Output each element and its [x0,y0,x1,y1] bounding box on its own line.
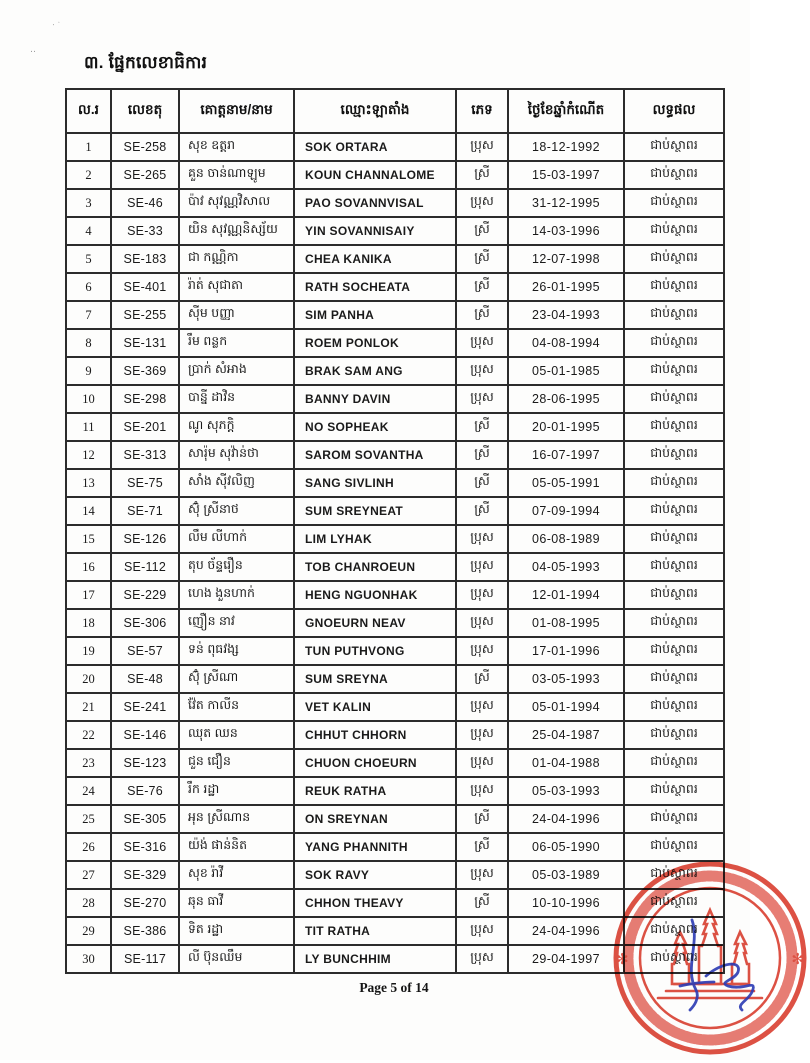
cell-desk-number: SE-183 [111,245,179,273]
cell-latin-name: LIM LYHAK [294,525,456,553]
cell-khmer-name: ប៉ាវ សុវណ្ណវិសាល [179,189,294,217]
cell-gender: ស្រី [456,245,508,273]
cell-latin-name: SIM PANHA [294,301,456,329]
cell-desk-number: SE-33 [111,217,179,245]
cell-date-of-birth: 05-01-1985 [508,357,624,385]
cell-date-of-birth: 14-03-1996 [508,217,624,245]
cell-desk-number: SE-46 [111,189,179,217]
cell-latin-name: VET KALIN [294,693,456,721]
cell-desk-number: SE-313 [111,441,179,469]
column-header-result: លទ្ធផល [624,89,724,133]
cell-khmer-name: យិន សុវណ្ណនិស្ស័យ [179,217,294,245]
cell-date-of-birth: 20-01-1995 [508,413,624,441]
cell-date-of-birth: 16-07-1997 [508,441,624,469]
cell-date-of-birth: 04-05-1993 [508,553,624,581]
cell-result: ជាប់ស្ថាពរ [624,245,724,273]
cell-row-number: 1 [66,133,111,161]
cell-desk-number: SE-369 [111,357,179,385]
cell-gender: ប្រុស [456,721,508,749]
cell-result: ជាប់ស្ថាពរ [624,581,724,609]
cell-gender: ស្រី [456,301,508,329]
cell-row-number: 7 [66,301,111,329]
cell-latin-name: CHHUT CHHORN [294,721,456,749]
cell-gender: ប្រុស [456,749,508,777]
cell-gender: ប្រុស [456,777,508,805]
cell-date-of-birth: 05-01-1994 [508,693,624,721]
cell-date-of-birth: 23-04-1993 [508,301,624,329]
cell-desk-number: SE-265 [111,161,179,189]
cell-result: ជាប់ស្ថាពរ [624,497,724,525]
table-row [66,693,724,721]
cell-gender: ប្រុស [456,189,508,217]
cell-date-of-birth: 05-05-1991 [508,469,624,497]
svg-text:✻: ✻ [616,951,629,968]
cell-row-number: 11 [66,413,111,441]
table-row [66,217,724,245]
cell-row-number: 9 [66,357,111,385]
table-row [66,413,724,441]
cell-result: ជាប់ស្ថាពរ [624,413,724,441]
cell-date-of-birth: 06-08-1989 [508,525,624,553]
cell-gender: ស្រី [456,469,508,497]
cell-gender: ស្រី [456,217,508,245]
cell-date-of-birth: 18-12-1992 [508,133,624,161]
cell-result: ជាប់ស្ថាពរ [624,945,724,973]
cell-gender: ប្រុស [456,581,508,609]
cell-result: ជាប់ស្ថាពរ [624,357,724,385]
cell-desk-number: SE-126 [111,525,179,553]
cell-khmer-name: ជួន ជឿន [179,749,294,777]
cell-khmer-name: អុន ស្រីណាន [179,805,294,833]
cell-gender: ស្រី [456,665,508,693]
cell-khmer-name: វ៉ែត កាលីន [179,693,294,721]
cell-gender: ស្រី [456,161,508,189]
cell-result: ជាប់ស្ថាពរ [624,329,724,357]
cell-result: ជាប់ស្ថាពរ [624,469,724,497]
cell-result: ជាប់ស្ថាពរ [624,721,724,749]
cell-desk-number: SE-131 [111,329,179,357]
cell-desk-number: SE-112 [111,553,179,581]
cell-date-of-birth: 10-10-1996 [508,889,624,917]
cell-desk-number: SE-57 [111,637,179,665]
table-row [66,805,724,833]
table-row [66,357,724,385]
cell-latin-name: SANG SIVLINH [294,469,456,497]
cell-khmer-name: ឈុត ឈន [179,721,294,749]
cell-khmer-name: សារ៉ុម សុវ៉ាន់ថា [179,441,294,469]
cell-row-number: 8 [66,329,111,357]
cell-khmer-name: តុប ច័ន្ទរឿន [179,553,294,581]
cell-row-number: 22 [66,721,111,749]
cell-date-of-birth: 05-03-1989 [508,861,624,889]
column-header-latin-name: ឈ្មោះឡាតាំង [294,89,456,133]
cell-desk-number: SE-241 [111,693,179,721]
cell-latin-name: SOK ORTARA [294,133,456,161]
cell-khmer-name: ណូ សុភក្តិ [179,413,294,441]
cell-desk-number: SE-306 [111,609,179,637]
cell-row-number: 4 [66,217,111,245]
cell-date-of-birth: 03-05-1993 [508,665,624,693]
cell-date-of-birth: 05-03-1993 [508,777,624,805]
table-row [66,749,724,777]
cell-gender: ប្រុស [456,693,508,721]
cell-row-number: 12 [66,441,111,469]
cell-gender: ប្រុស [456,329,508,357]
cell-desk-number: SE-117 [111,945,179,973]
cell-desk-number: SE-329 [111,861,179,889]
cell-desk-number: SE-255 [111,301,179,329]
cell-gender: ប្រុស [456,525,508,553]
column-header-no: ល.រ [66,89,111,133]
table-row [66,469,724,497]
cell-khmer-name: សុខ ឧត្តរា [179,133,294,161]
cell-result: ជាប់ស្ថាពរ [624,833,724,861]
cell-gender: ប្រុស [456,861,508,889]
table-row [66,861,724,889]
cell-desk-number: SE-123 [111,749,179,777]
cell-desk-number: SE-146 [111,721,179,749]
table-row [66,609,724,637]
cell-date-of-birth: 31-12-1995 [508,189,624,217]
cell-desk-number: SE-305 [111,805,179,833]
cell-gender: ប្រុស [456,133,508,161]
cell-row-number: 23 [66,749,111,777]
cell-row-number: 5 [66,245,111,273]
table-row [66,525,724,553]
cell-result: ជាប់ស្ថាពរ [624,637,724,665]
cell-desk-number: SE-75 [111,469,179,497]
cell-khmer-name: បាន្នី ដាវិន [179,385,294,413]
cell-gender: ប្រុស [456,945,508,973]
cell-gender: ប្រុស [456,917,508,945]
cell-gender: ស្រី [456,413,508,441]
column-header-khmer-name: គោត្តនាម/នាម [179,89,294,133]
table-row [66,133,724,161]
cell-latin-name: RATH SOCHEATA [294,273,456,301]
cell-latin-name: SOK RAVY [294,861,456,889]
cell-result: ជាប់ស្ថាពរ [624,665,724,693]
cell-row-number: 13 [66,469,111,497]
cell-row-number: 6 [66,273,111,301]
cell-result: ជាប់ស្ថាពរ [624,273,724,301]
cell-khmer-name: យ៉ង់ ផាន់និត [179,833,294,861]
table-row [66,553,724,581]
cell-latin-name: YIN SOVANNISAIY [294,217,456,245]
cell-row-number: 16 [66,553,111,581]
cell-row-number: 19 [66,637,111,665]
cell-latin-name: TIT RATHA [294,917,456,945]
cell-khmer-name: ទន់ ពុធវង្ស [179,637,294,665]
cell-row-number: 28 [66,889,111,917]
cell-desk-number: SE-298 [111,385,179,413]
cell-date-of-birth: 15-03-1997 [508,161,624,189]
cell-latin-name: NO SOPHEAK [294,413,456,441]
cell-khmer-name: លី ប៊ុនឈឹម [179,945,294,973]
cell-desk-number: SE-386 [111,917,179,945]
cell-row-number: 29 [66,917,111,945]
table-row [66,665,724,693]
cell-result: ជាប់ស្ថាពរ [624,301,724,329]
cell-row-number: 20 [66,665,111,693]
cell-latin-name: HENG NGUONHAK [294,581,456,609]
cell-date-of-birth: 06-05-1990 [508,833,624,861]
cell-date-of-birth: 17-01-1996 [508,637,624,665]
cell-latin-name: PAO SOVANNVISAL [294,189,456,217]
cell-khmer-name: ជា កណ្ណិកា [179,245,294,273]
cell-latin-name: ON SREYNAN [294,805,456,833]
table-row [66,189,724,217]
cell-gender: ស្រី [456,497,508,525]
cell-result: ជាប់ស្ថាពរ [624,133,724,161]
cell-gender: ប្រុស [456,357,508,385]
cell-latin-name: YANG PHANNITH [294,833,456,861]
cell-latin-name: KOUN CHANNALOME [294,161,456,189]
table-row [66,301,724,329]
cell-date-of-birth: 01-08-1995 [508,609,624,637]
cell-date-of-birth: 28-06-1995 [508,385,624,413]
cell-gender: ស្រី [456,441,508,469]
table-row [66,917,724,945]
table-row [66,161,724,189]
cell-khmer-name: ស៊ីម បញ្ញា [179,301,294,329]
cell-gender: ប្រុស [456,637,508,665]
table-row [66,497,724,525]
candidate-results-table [65,88,725,974]
cell-result: ជាប់ស្ថាពរ [624,441,724,469]
cell-latin-name: CHUON CHOEURN [294,749,456,777]
cell-date-of-birth: 29-04-1997 [508,945,624,973]
cell-khmer-name: រ៉ាត់ សុជាតា [179,273,294,301]
cell-result: ជាប់ស្ថាពរ [624,749,724,777]
table-row [66,273,724,301]
cell-latin-name: REUK RATHA [294,777,456,805]
cell-khmer-name: សាំង ស៊ីវលិញ [179,469,294,497]
section-title: ៣. ផ្នែកលេខាធិការ [84,53,208,72]
cell-gender: ប្រុស [456,385,508,413]
cell-result: ជាប់ស្ថាពរ [624,777,724,805]
cell-khmer-name: សុខ រ៉ាវី [179,861,294,889]
cell-gender: ប្រុស [456,609,508,637]
cell-desk-number: SE-316 [111,833,179,861]
cell-row-number: 27 [66,861,111,889]
cell-latin-name: TUN PUTHVONG [294,637,456,665]
cell-desk-number: SE-71 [111,497,179,525]
cell-latin-name: CHHON THEAVY [294,889,456,917]
cell-latin-name: SUM SREYNEAT [294,497,456,525]
cell-khmer-name: គួន ចាន់ណាឡូម [179,161,294,189]
table-row [66,441,724,469]
cell-row-number: 14 [66,497,111,525]
cell-khmer-name: លឹម លីហាក់ [179,525,294,553]
cell-latin-name: BANNY DAVIN [294,385,456,413]
cell-result: ជាប់ស្ថាពរ [624,161,724,189]
table-row [66,945,724,973]
cell-desk-number: SE-270 [111,889,179,917]
cell-latin-name: BRAK SAM ANG [294,357,456,385]
cell-result: ជាប់ស្ថាពរ [624,525,724,553]
cell-result: ជាប់ស្ថាពរ [624,217,724,245]
cell-desk-number: SE-76 [111,777,179,805]
cell-row-number: 25 [66,805,111,833]
cell-gender: ស្រី [456,805,508,833]
cell-gender: ស្រី [456,273,508,301]
cell-khmer-name: ទិត រដ្ឋា [179,917,294,945]
cell-latin-name: CHEA KANIKA [294,245,456,273]
table-row [66,385,724,413]
table-row [66,245,724,273]
cell-date-of-birth: 07-09-1994 [508,497,624,525]
column-header-desk-number: លេខតុ [111,89,179,133]
cell-row-number: 18 [66,609,111,637]
cell-date-of-birth: 12-07-1998 [508,245,624,273]
column-header-date-of-birth: ថ្ងៃខែឆ្នាំកំណើត [508,89,624,133]
cell-desk-number: SE-201 [111,413,179,441]
cell-khmer-name: ស៊ុំ ស្រីណា [179,665,294,693]
cell-khmer-name: រឹម ពន្លក [179,329,294,357]
cell-date-of-birth: 12-01-1994 [508,581,624,609]
table-row [66,833,724,861]
cell-latin-name: LY BUNCHHIM [294,945,456,973]
cell-result: ជាប់ស្ថាពរ [624,889,724,917]
cell-result: ជាប់ស្ថាពរ [624,609,724,637]
table-row [66,329,724,357]
cell-row-number: 3 [66,189,111,217]
cell-gender: ស្រី [456,833,508,861]
cell-latin-name: GNOEURN NEAV [294,609,456,637]
column-header-gender: ភេទ [456,89,508,133]
table-row [66,889,724,917]
page-number-footer: Page 5 of 14 [359,980,429,995]
cell-khmer-name: ស៊ុំ ស្រីនាថ [179,497,294,525]
cell-latin-name: SAROM SOVANTHA [294,441,456,469]
cell-date-of-birth: 04-08-1994 [508,329,624,357]
cell-date-of-birth: 24-04-1996 [508,805,624,833]
table-row [66,777,724,805]
cell-row-number: 2 [66,161,111,189]
cell-row-number: 30 [66,945,111,973]
cell-result: ជាប់ស្ថាពរ [624,693,724,721]
cell-row-number: 21 [66,693,111,721]
cell-row-number: 24 [66,777,111,805]
cell-desk-number: SE-229 [111,581,179,609]
cell-latin-name: ROEM PONLOK [294,329,456,357]
cell-desk-number: SE-48 [111,665,179,693]
cell-khmer-name: ហេង ងួនហាក់ [179,581,294,609]
cell-desk-number: SE-401 [111,273,179,301]
cell-gender: ស្រី [456,889,508,917]
cell-date-of-birth: 01-04-1988 [508,749,624,777]
cell-result: ជាប់ស្ថាពរ [624,805,724,833]
scan-speckle: ·˙ [50,18,64,32]
cell-result: ជាប់ស្ថាពរ [624,189,724,217]
cell-date-of-birth: 26-01-1995 [508,273,624,301]
cell-row-number: 15 [66,525,111,553]
table-row [66,721,724,749]
cell-result: ជាប់ស្ថាពរ [624,553,724,581]
cell-row-number: 10 [66,385,111,413]
cell-date-of-birth: 25-04-1987 [508,721,624,749]
cell-result: ជាប់ស្ថាពរ [624,385,724,413]
cell-khmer-name: ប្រាក់ សំអាង [179,357,294,385]
cell-khmer-name: រឹក រដ្ឋា [179,777,294,805]
table-row [66,637,724,665]
cell-latin-name: TOB CHANROEUN [294,553,456,581]
cell-khmer-name: ញឿន នាវ [179,609,294,637]
table-header [66,89,724,133]
cell-result: ជាប់ស្ថាពរ [624,861,724,889]
cell-row-number: 26 [66,833,111,861]
cell-row-number: 17 [66,581,111,609]
svg-text:✻: ✻ [791,951,804,968]
cell-date-of-birth: 24-04-1996 [508,917,624,945]
cell-khmer-name: ឆុន ធាវី [179,889,294,917]
scan-speckle: ‥ [30,44,39,54]
cell-gender: ប្រុស [456,553,508,581]
cell-result: ជាប់ស្ថាពរ [624,917,724,945]
cell-desk-number: SE-258 [111,133,179,161]
cell-latin-name: SUM SREYNA [294,665,456,693]
table-row [66,581,724,609]
